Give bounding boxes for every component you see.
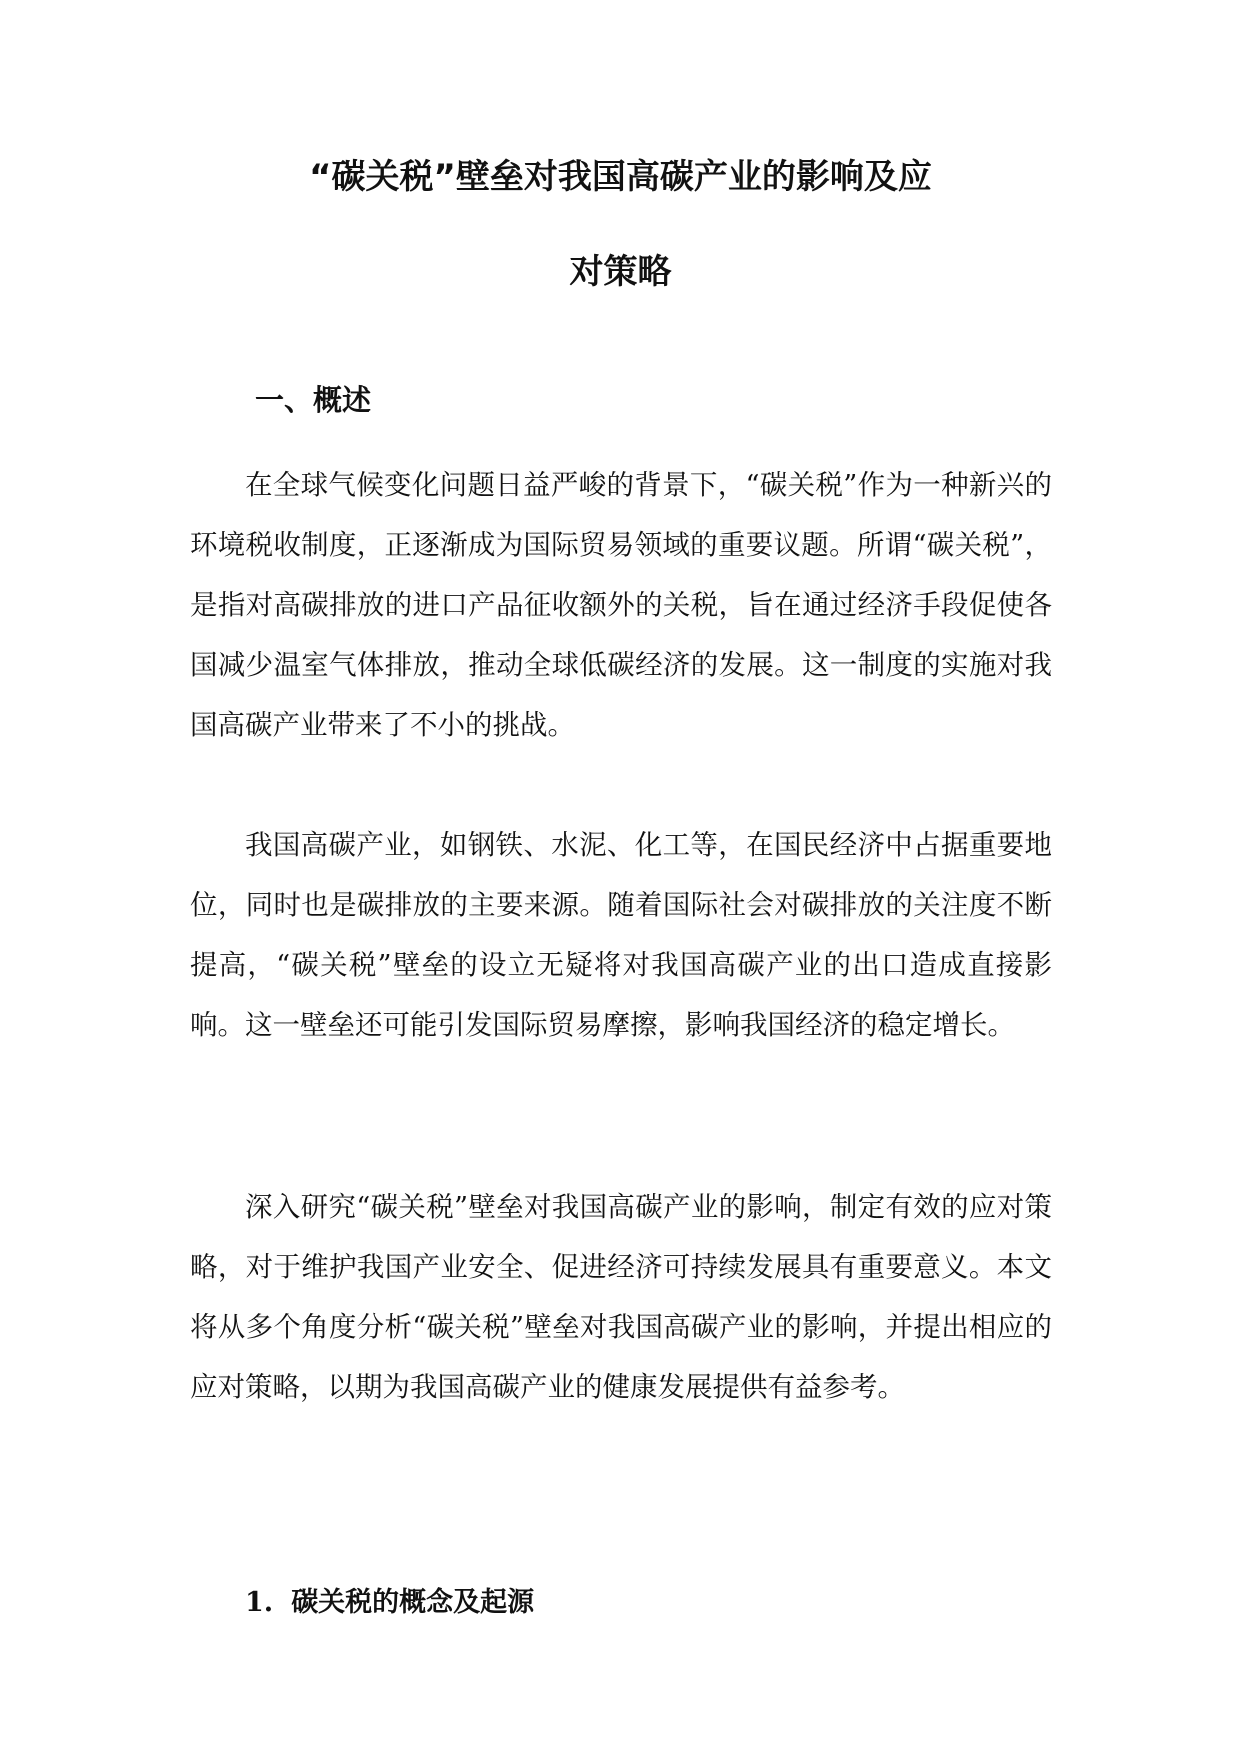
paragraph-3: 深入研究“碳关税”壁垒对我国高碳产业的影响，制定有效的应对策略，对于维护我国产业安全、促进经济可持续发展具有重要意义。本文将从多个角度分析“碳关税”壁垒对我国高碳产业的影响，并提出相应的应对策略，以期为我国高碳产业的健康发展提供有益参考。 (190, 1191, 1052, 1403)
document-title-line-2: 对策略 (569, 252, 672, 292)
subsection-number: 1. (245, 1587, 274, 1618)
paragraph-1: 在全球气候变化问题日益严峻的背景下，“碳关税”作为一种新兴的环境税收制度，正逐渐成为国际贸易领域的重要议题。所谓“碳关税”，是指对高碳排放的进口产品征收额外的关税，旨在通过经济手段促使各国减少温室气体排放，推动全球低碳经济的发展。这一制度的实施对我国高碳产业带来了不小的挑战。 (190, 469, 1052, 741)
paragraph-2: 我国高碳产业，如钢铁、水泥、化工等，在国民经济中占据重要地位，同时也是碳排放的主要来源。随着国际社会对碳排放的关注度不断提高，“碳关税”壁垒的设立无疑将对我国高碳产业的出口造成直接影响。这一壁垒还可能引发国际贸易摩擦，影响我国经济的稳定增长。 (190, 829, 1052, 1041)
section-heading-overview: 一、概述 (255, 383, 372, 417)
document-title-line-1: “碳关税”壁垒对我国高碳产业的影响及应 (309, 157, 932, 197)
subsection-title: 碳关税的概念及起源 (291, 1587, 535, 1618)
subsection-heading-1 (245, 1583, 534, 1623)
